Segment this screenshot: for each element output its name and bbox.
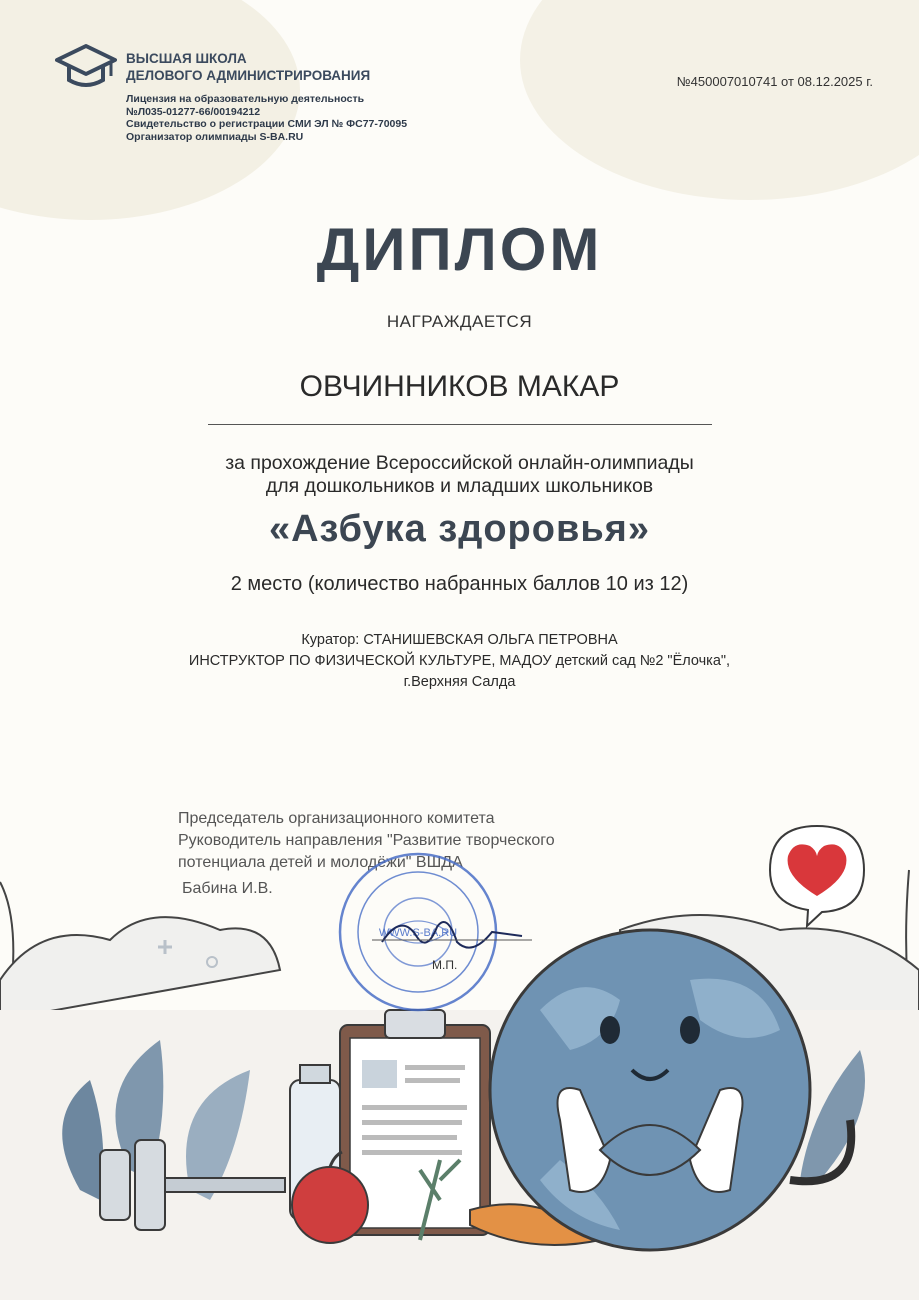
diploma-title: ДИПЛОМ	[316, 216, 603, 283]
curator-city: г.Верхняя Салда	[403, 674, 516, 690]
org-details	[126, 93, 407, 143]
org-name	[126, 50, 370, 84]
awarded-label: НАГРАЖДАЕТСЯ	[386, 312, 533, 331]
achievement-line: за прохождение Всероссийской онлайн-олимпиады	[225, 452, 694, 474]
registration-text: Свидетельство о регистрации СМИ ЭЛ № ФС77-70095	[126, 118, 408, 130]
organizer-text: Организатор олимпиады S-BA.RU	[126, 130, 304, 143]
license-number: №Л035-01277-66/00194212	[126, 105, 261, 118]
name-underline	[208, 424, 712, 425]
stamp-mark: М.П.	[432, 958, 458, 972]
achievement-line: для дошкольников и младших школьников	[265, 475, 654, 497]
chair-line: Руководитель направления "Развитие творческого	[178, 832, 555, 849]
chair-line: потенциала детей и молодёжи" ВШДА	[178, 854, 463, 871]
curator-block	[0, 630, 919, 693]
org-name-line: ДЕЛОВОГО АДМИНИСТРИРОВАНИЯ	[126, 68, 371, 83]
curator-name: Куратор: СТАНИШЕВСКАЯ ОЛЬГА ПЕТРОВНА	[301, 632, 618, 648]
curator-position: ИНСТРУКТОР ПО ФИЗИЧЕСКОЙ КУЛЬТУРЕ, МАДОУ детский сад №2 "Ёлочка",	[188, 653, 731, 669]
heart-icon	[762, 818, 872, 928]
signer-name: Бабина И.В.	[182, 880, 273, 897]
graduation-cap-icon	[55, 42, 117, 92]
achievement-text	[0, 452, 919, 498]
document-number: №450007010741 от 08.12.2025 г.	[676, 74, 873, 89]
license-label: Лицензия на образовательную деятельность	[126, 93, 365, 105]
olympiad-name: «Азбука здоровья»	[268, 508, 650, 550]
handwritten-signature	[372, 902, 532, 962]
recipient-name: ОВЧИННИКОВ МАКАР	[299, 370, 620, 403]
org-name-line: ВЫСШАЯ ШКОЛА	[126, 51, 247, 66]
background-blob	[520, 0, 919, 200]
chair-line: Председатель организационного комитета	[178, 810, 495, 827]
place-result: 2 место (количество набранных баллов 10 из 12)	[230, 573, 689, 595]
stamp-text: WWW.S-BA.RU	[378, 927, 458, 939]
